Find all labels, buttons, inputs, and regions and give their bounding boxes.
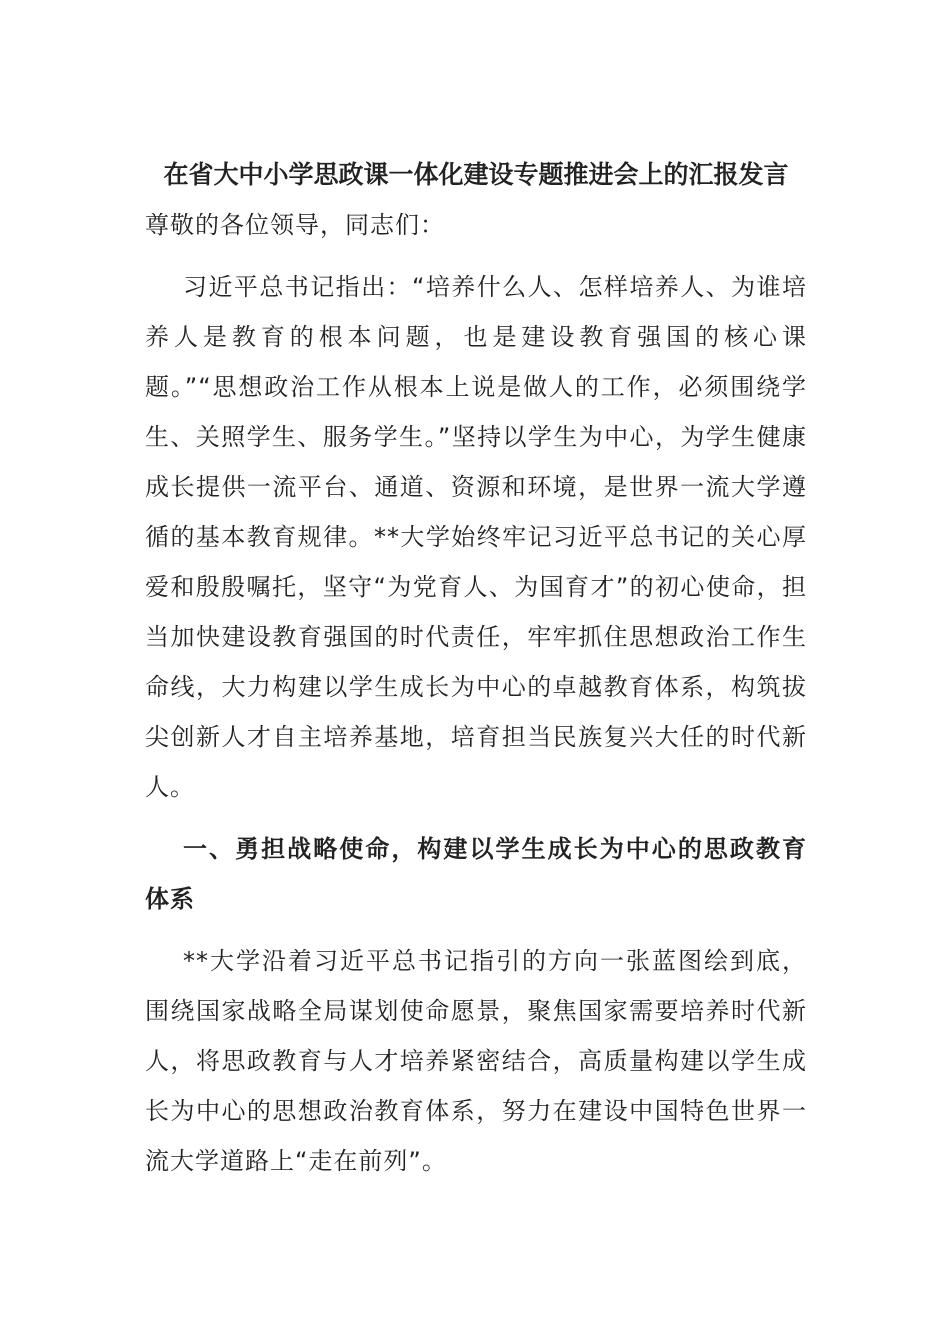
intro-paragraph: 习近平总书记指出：“培养什么人、怎样培养人、为谁培养人是教育的根本问题，也是建设教育强国的核心课题。”“思想政治工作从根本上说是做人的工作，必须围绕学生、关照学生、服务学生。”坚持以学生为中心，为学生健康成长提供一流平台、通道、资源和环境，是世界一流大学遵循的基本教育规律。**大学始终牢记习近平总书记的关心厚爱和殷殷嘱托，坚守“为党育人、为国育才”的初心使命，担当加快建设教育强国的时代责任，牢牢抓住思想政治工作生命线，大力构建以学生成长为中心的卓越教育体系，构筑拔尖创新人才自主培养基地，培育担当民族复兴大任的时代新人。 bbox=[145, 273, 807, 801]
document-title: 在省大中小学思政课一体化建设专题推进会上的汇报发言 bbox=[163, 160, 789, 189]
section-paragraph: **大学沿着习近平总书记指引的方向一张蓝图绘到底，围绕国家战略全局谋划使命愿景，聚焦国家需要培养时代新人，将思政教育与人才培养紧密结合，高质量构建以学生成长为中心的思想政治教育体系，努力在建设中国特色世界一流大学道路上“走在前列”。 bbox=[145, 947, 807, 1175]
salutation: 尊敬的各位领导，同志们： bbox=[145, 211, 445, 239]
section-heading: 一、勇担战略使命，构建以学生成长为中心的思政教育体系 bbox=[145, 835, 807, 913]
document-body bbox=[145, 150, 807, 1198]
